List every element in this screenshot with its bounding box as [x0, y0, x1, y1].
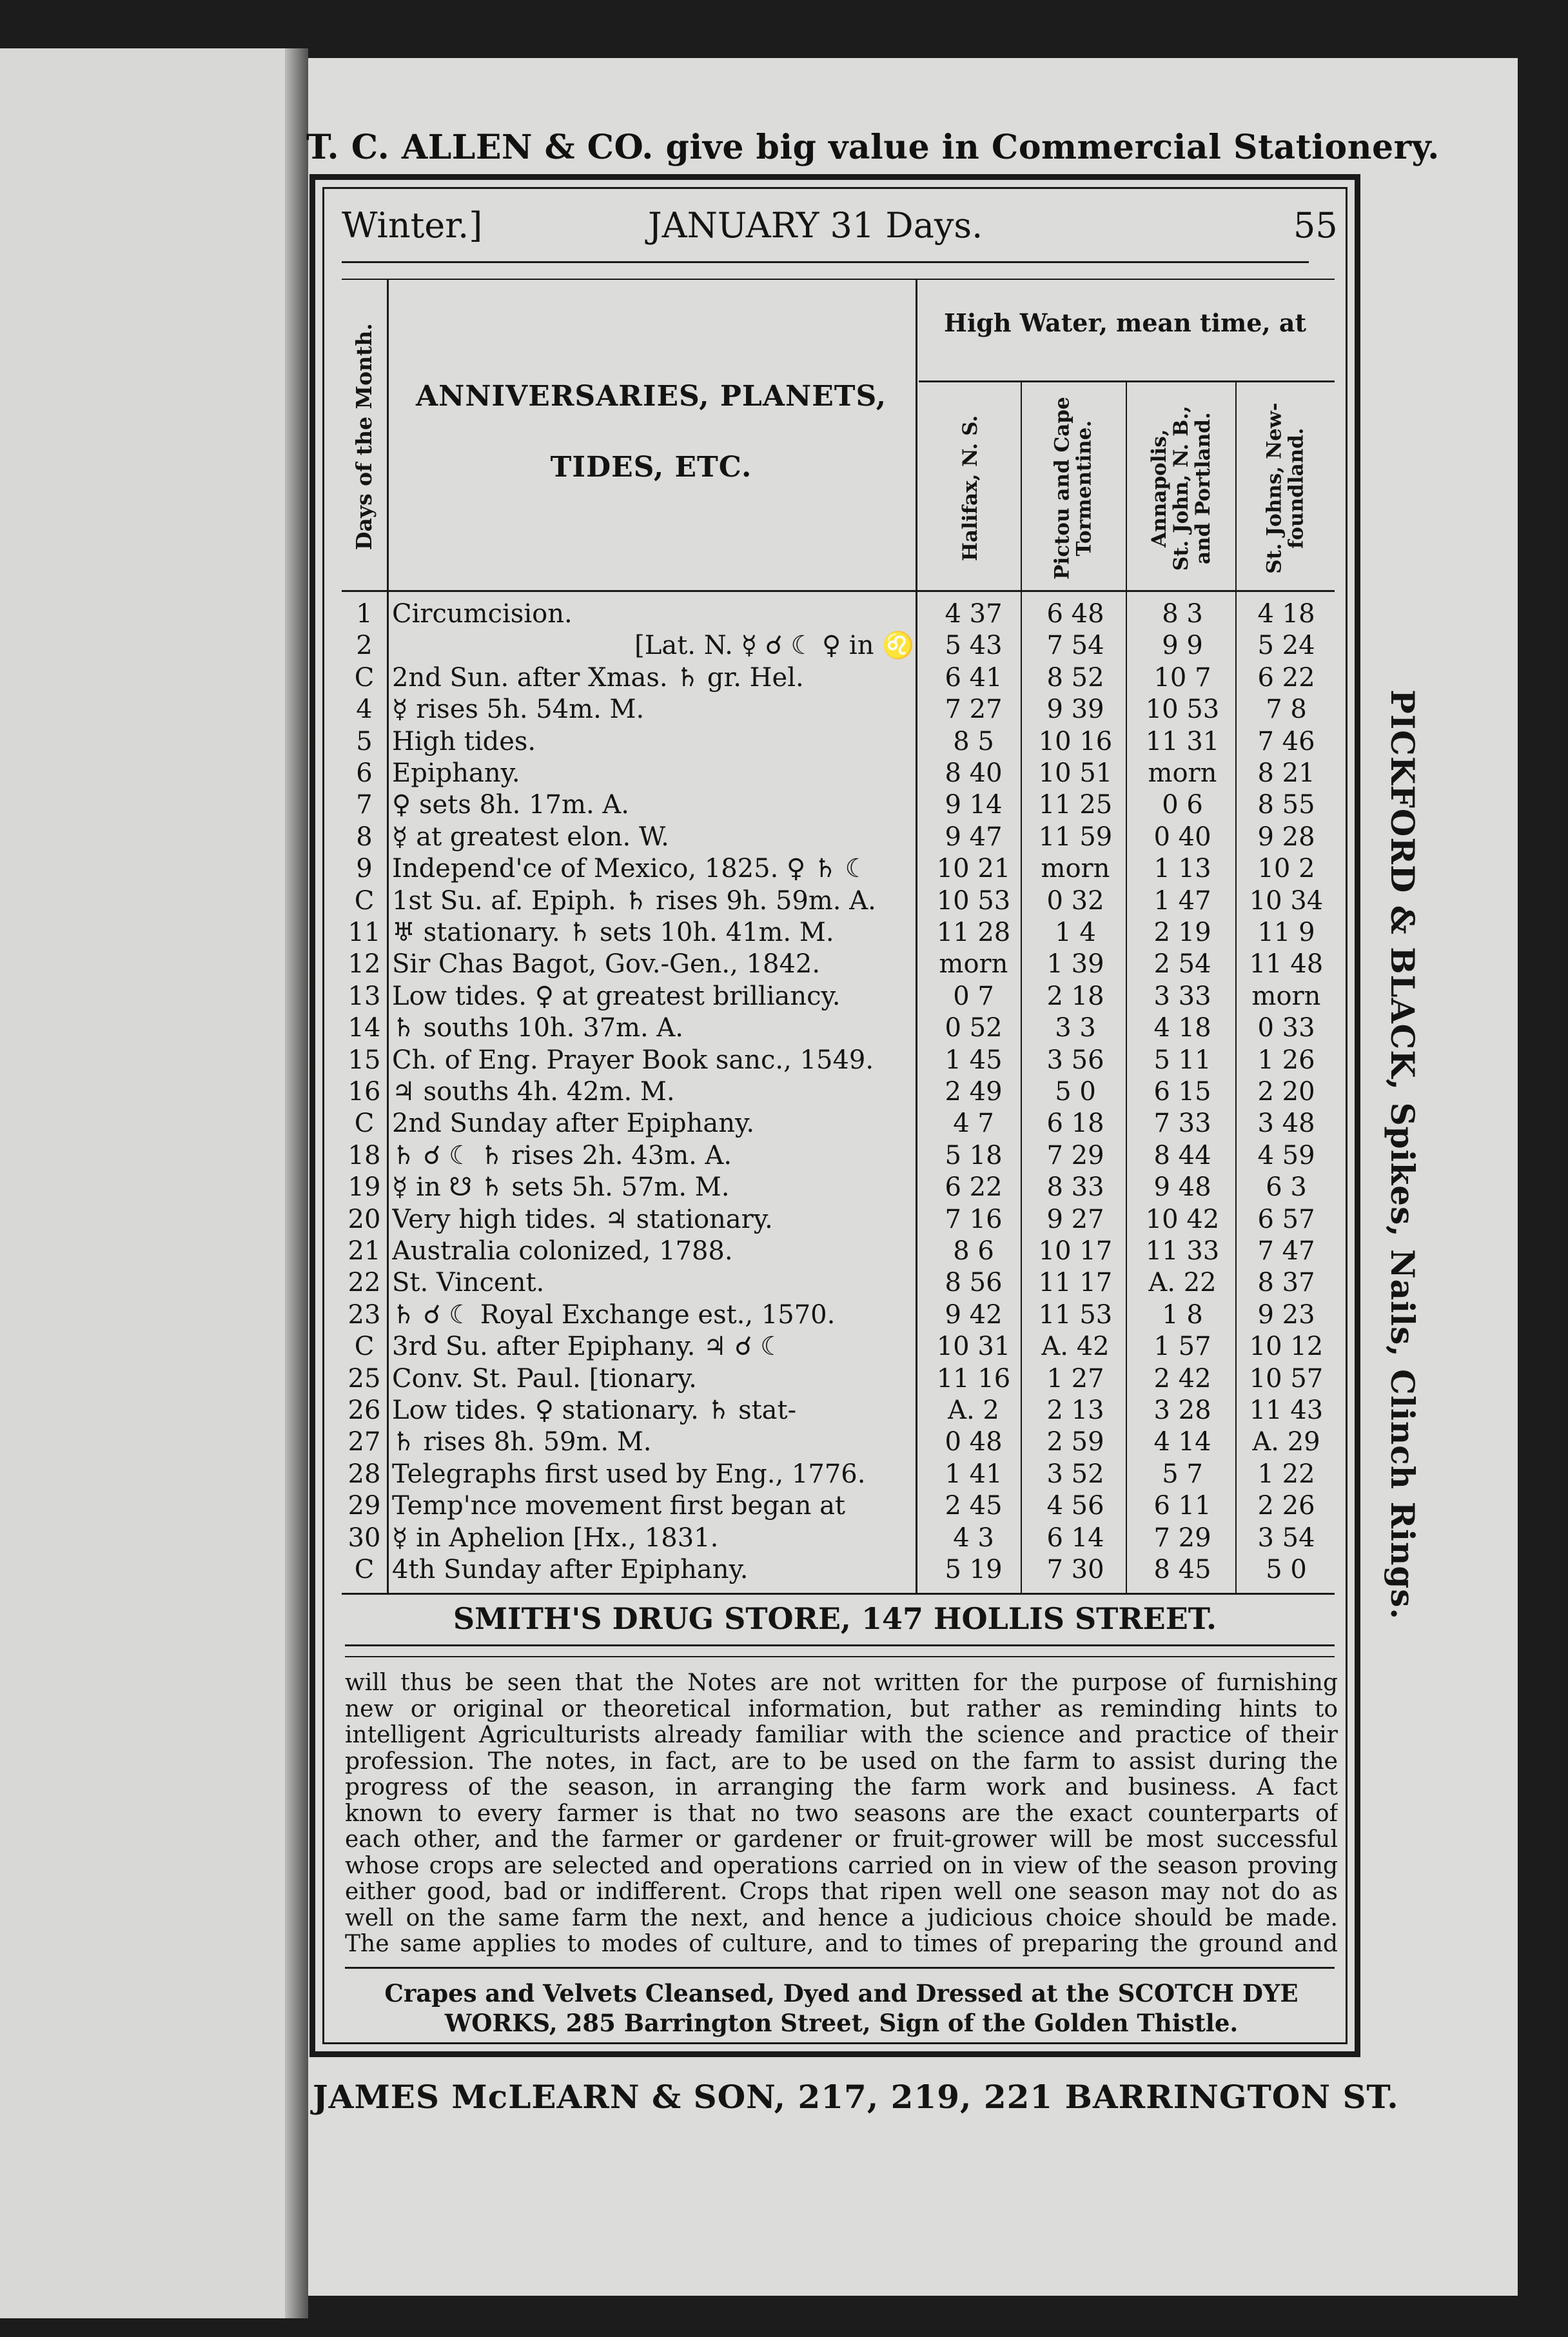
pictou-cell: 9 39: [1046, 695, 1104, 725]
st-johns-cell: 1 26: [1257, 1045, 1315, 1075]
st-johns-cell: 7 46: [1257, 726, 1315, 756]
note-line: well on the same farm the next, and hence a judicious choice should be made.: [345, 1905, 1338, 1931]
day-cell: 19: [348, 1172, 381, 1203]
pictou-column-header: [1022, 387, 1125, 590]
day-cell: 27: [348, 1427, 381, 1457]
halifax-cell: 1 45: [945, 1045, 1003, 1075]
dye-ad-line2: WORKS, 285 Barrington Street, Sign of the Golden Thistle.: [444, 2009, 1239, 2037]
event-cell: ♄ ☌ ☾ ♄ rises 2h. 43m. A.: [392, 1140, 732, 1170]
pictou-cell: morn: [1041, 854, 1110, 884]
st-johns-cell: 9 28: [1257, 822, 1315, 852]
st-johns-cell: 6 22: [1257, 662, 1315, 693]
halifax-cell: 0 52: [945, 1013, 1003, 1043]
table-row: [342, 1108, 1335, 1139]
st-johns-cell: 4 18: [1257, 599, 1315, 629]
event-cell: ♄ rises 8h. 59m. M.: [392, 1427, 652, 1457]
annapolis-cell: 8 3: [1162, 599, 1203, 629]
st-johns-cell: 5 0: [1266, 1555, 1307, 1584]
annapolis-column-header: [1127, 387, 1235, 590]
st-johns-cell: 2 26: [1257, 1491, 1315, 1521]
day-cell: 16: [348, 1077, 381, 1107]
annapolis-cell: 1 47: [1153, 885, 1211, 916]
pictou-cell: 2 13: [1046, 1395, 1104, 1425]
halifax-cell: 7 16: [945, 1204, 1003, 1234]
st-johns-cell: 11 43: [1249, 1395, 1324, 1425]
annapolis-cell: 9 9: [1162, 631, 1203, 661]
st-johns-cell: 7 8: [1266, 695, 1307, 725]
pictou-label-line1: Pictou and Cape: [1050, 397, 1074, 580]
table-row: [342, 694, 1335, 725]
table-row: [342, 726, 1335, 758]
pictou-cell: 3 56: [1046, 1045, 1104, 1075]
annapolis-cell: 8 44: [1153, 1140, 1211, 1170]
halifax-cell: 4 3: [953, 1523, 994, 1553]
day-cell: 29: [348, 1491, 381, 1521]
annapolis-label: [1148, 406, 1214, 571]
pictou-cell: 9 27: [1046, 1204, 1104, 1234]
note-line: known to every farmer is that no two seasons are the exact counterparts of: [345, 1800, 1338, 1827]
days-column-label: Days of the Month.: [351, 323, 377, 551]
column-head-rule: [342, 590, 1335, 592]
st-johns-cell: 5 24: [1257, 631, 1315, 661]
halifax-column-header: [922, 387, 1019, 590]
annapolis-cell: 10 53: [1145, 695, 1220, 725]
pictou-cell: 4 56: [1046, 1491, 1104, 1521]
note-line: either good, bad or indifferent. Crops that ripen well one season may not do as: [345, 1879, 1338, 1905]
st-johns-label-line1: St. Johns, New-: [1262, 402, 1286, 575]
table-row: [342, 1299, 1335, 1331]
halifax-cell: morn: [939, 949, 1008, 980]
halifax-cell: 9 42: [945, 1299, 1003, 1330]
table-row: [342, 1490, 1335, 1522]
ad-bottom-rule-1: [345, 1644, 1335, 1646]
pictou-cell: 8 52: [1046, 662, 1104, 693]
footer-advertisement: JAMES McLEARN & SON, 217, 219, 221 BARRINGTON ST.: [313, 2078, 1399, 2116]
event-cell: ☿ rises 5h. 54m. M.: [392, 695, 645, 725]
annapolis-cell: 10 7: [1153, 662, 1211, 693]
pictou-cell: 11 17: [1038, 1268, 1113, 1298]
event-cell: Temp'nce movement first began at: [392, 1491, 846, 1521]
pictou-cell: 6 14: [1046, 1523, 1104, 1553]
annapolis-cell: 11 31: [1145, 726, 1220, 756]
pictou-cell: 10 16: [1038, 726, 1113, 756]
halifax-cell: 2 45: [945, 1491, 1003, 1521]
st-johns-label-line2: foundland.: [1285, 428, 1308, 549]
halifax-cell: 11 28: [936, 918, 1011, 947]
day-cell: 9: [356, 854, 373, 884]
table-row: [342, 822, 1335, 853]
halifax-cell: 6 41: [945, 662, 1003, 693]
day-cell: C: [354, 885, 375, 916]
day-cell: C: [354, 1332, 375, 1362]
annapolis-cell: 1 57: [1153, 1332, 1211, 1362]
annapolis-cell: morn: [1148, 758, 1217, 788]
st-johns-cell: 3 48: [1257, 1109, 1315, 1139]
st-johns-cell: 4 59: [1257, 1140, 1315, 1170]
halifax-cell: 8 40: [945, 758, 1003, 788]
annapolis-cell: 4 18: [1153, 1013, 1211, 1043]
note-line: intelligent Agriculturists already familiar with the science and practice of their: [345, 1722, 1338, 1748]
st-johns-cell: 0 33: [1257, 1013, 1315, 1043]
halifax-cell: 8 6: [953, 1236, 994, 1266]
side-advertisement: [1377, 671, 1428, 1638]
season-label: Winter.]: [342, 205, 483, 246]
day-cell: 1: [356, 599, 373, 629]
pictou-cell: 7 29: [1046, 1140, 1104, 1170]
halifax-cell: 2 49: [945, 1077, 1003, 1107]
st-johns-cell: 10 2: [1257, 854, 1315, 884]
day-cell: 15: [348, 1045, 381, 1075]
event-cell: 3rd Su. after Epiphany. ♃ ☌ ☾: [392, 1332, 784, 1362]
dye-ad-line1: Crapes and Velvets Cleansed, Dyed and Dressed at the SCOTCH DYE: [384, 1979, 1298, 2007]
halifax-cell: 6 22: [945, 1172, 1003, 1203]
st-johns-cell: 8 55: [1257, 790, 1315, 820]
annapolis-label-line2: St. John, N. B.,: [1169, 406, 1193, 571]
event-cell: 1st Su. af. Epiph. ♄ rises 9h. 59m. A.: [392, 885, 876, 916]
table-row: [342, 1236, 1335, 1267]
notes-paragraph: [345, 1670, 1338, 1958]
annapolis-cell: 2 19: [1153, 918, 1211, 947]
table-row: [342, 949, 1335, 980]
halifax-label: Halifax, N. S.: [958, 415, 982, 562]
month-title: JANUARY 31 Days.: [648, 205, 983, 246]
table-row: [342, 981, 1335, 1012]
pictou-label: [1052, 397, 1095, 580]
table-row: [342, 789, 1335, 821]
day-cell: 22: [348, 1268, 381, 1298]
pictou-cell: 1 27: [1046, 1363, 1104, 1394]
halifax-cell: 0 7: [953, 981, 994, 1011]
st-johns-cell: 11 9: [1257, 918, 1315, 947]
pictou-cell: 7 54: [1046, 631, 1104, 661]
halifax-cell: A. 2: [948, 1395, 999, 1425]
pictou-cell: 6 18: [1046, 1109, 1104, 1139]
event-cell: ☿ in Aphelion [Hx., 1831.: [392, 1523, 719, 1553]
event-cell: ♀ sets 8h. 17m. A.: [392, 790, 629, 820]
st-johns-cell: 8 37: [1257, 1268, 1315, 1298]
annapolis-cell: 3 28: [1153, 1395, 1211, 1425]
note-bottom-rule: [345, 1967, 1335, 1969]
day-cell: 21: [348, 1236, 381, 1266]
pictou-cell: 11 53: [1038, 1299, 1113, 1330]
annapolis-cell: A. 22: [1148, 1268, 1217, 1298]
st-johns-cell: 6 57: [1257, 1204, 1315, 1234]
table-row: [342, 1523, 1335, 1554]
note-line: The same applies to modes of culture, and to times of preparing the ground and: [345, 1931, 1338, 1957]
note-line: new or original or theoretical information, but rather as reminding hints to: [345, 1696, 1338, 1722]
halifax-cell: 8 56: [945, 1268, 1003, 1298]
event-cell: [Lat. N. ☿ ☌ ☾ ♀ in ♌: [634, 631, 914, 661]
event-cell: Telegraphs first used by Eng., 1776.: [392, 1459, 866, 1489]
annapolis-cell: 11 33: [1145, 1236, 1220, 1266]
note-line: whose crops are selected and operations carried on in view of the season proving: [345, 1853, 1338, 1879]
side-advertisement-text: PICKFORD & BLACK, Spikes, Nails, Clinch Rings.: [1383, 689, 1422, 1620]
st-johns-cell: 3 54: [1257, 1523, 1315, 1553]
event-cell: 4th Sunday after Epiphany.: [392, 1555, 749, 1584]
pictou-cell: 1 4: [1055, 918, 1096, 947]
note-line: progress of the season, in arranging the farm work and business. A fact: [345, 1775, 1338, 1800]
day-cell: C: [354, 662, 375, 693]
day-cell: 6: [356, 758, 373, 788]
day-cell: C: [354, 1555, 375, 1584]
annapolis-cell: 1 13: [1153, 854, 1211, 884]
pictou-cell: 3 52: [1046, 1459, 1104, 1489]
table-row: [342, 885, 1335, 917]
halifax-cell: 8 5: [953, 726, 994, 756]
day-cell: 8: [356, 822, 373, 852]
table-row: [342, 1331, 1335, 1363]
table-row: [342, 1172, 1335, 1203]
day-cell: 7: [356, 790, 373, 820]
st-johns-cell: 9 23: [1257, 1299, 1315, 1330]
high-water-header: High Water, mean time, at: [943, 308, 1307, 337]
table-row: [342, 1012, 1335, 1044]
day-cell: 14: [348, 1013, 381, 1043]
halifax-cell: 1 41: [945, 1459, 1003, 1489]
annapolis-cell: 6 11: [1153, 1491, 1211, 1521]
st-johns-cell: 6 3: [1266, 1172, 1307, 1203]
halifax-cell: 7 27: [945, 695, 1003, 725]
event-cell: Ch. of Eng. Prayer Book sanc., 1549.: [392, 1045, 874, 1075]
table-top-rule: [342, 279, 1335, 280]
st-johns-cell: 10 12: [1249, 1332, 1324, 1362]
annapolis-cell: 0 40: [1153, 822, 1211, 852]
day-cell: 4: [356, 695, 373, 725]
table-bottom-rule: [342, 1593, 1335, 1595]
annapolis-cell: 9 48: [1153, 1172, 1211, 1203]
event-cell: ♄ ☌ ☾ Royal Exchange est., 1570.: [392, 1299, 836, 1330]
pictou-cell: A. 42: [1041, 1332, 1110, 1362]
header-rule: [342, 261, 1309, 263]
table-row: [342, 1459, 1335, 1490]
st-johns-cell: morn: [1251, 981, 1321, 1011]
day-cell: 13: [348, 981, 381, 1011]
event-cell: ♄ souths 10h. 37m. A.: [392, 1013, 683, 1043]
annapolis-cell: 8 45: [1153, 1555, 1211, 1584]
day-cell: 25: [348, 1363, 381, 1394]
st-johns-cell: 1 22: [1257, 1459, 1315, 1489]
halifax-cell: 4 37: [945, 599, 1003, 629]
pictou-cell: 2 18: [1046, 981, 1104, 1011]
day-cell: 12: [348, 949, 381, 980]
table-row: [342, 1395, 1335, 1426]
annapolis-cell: 10 42: [1145, 1204, 1220, 1234]
table-row: [342, 1076, 1335, 1108]
annapolis-cell: 5 11: [1153, 1045, 1211, 1075]
halifax-cell: 5 43: [945, 631, 1003, 661]
table-row: [342, 630, 1335, 662]
halifax-cell: 5 19: [945, 1555, 1003, 1584]
table-row: [342, 917, 1335, 949]
pictou-label-line2: Tormentine.: [1073, 420, 1097, 557]
table-row: [342, 1204, 1335, 1236]
annapolis-cell: 2 54: [1153, 949, 1211, 980]
table-row: [342, 1426, 1335, 1458]
event-cell: ♅ stationary. ♄ sets 10h. 41m. M.: [392, 918, 834, 947]
event-cell: St. Vincent.: [392, 1268, 545, 1298]
halifax-cell: 9 47: [945, 822, 1003, 852]
event-cell: High tides.: [392, 726, 536, 756]
day-cell: C: [354, 1109, 375, 1139]
table-row: [342, 1554, 1335, 1586]
annapolis-cell: 5 7: [1162, 1459, 1203, 1489]
anniversaries-header-line2: TIDES, ETC.: [550, 451, 752, 484]
event-cell: Very high tides. ♃ stationary.: [392, 1204, 773, 1234]
day-cell: 18: [348, 1140, 381, 1170]
page-number: 55: [1293, 205, 1338, 246]
halifax-cell: 10 21: [936, 854, 1011, 884]
table-row: [342, 1363, 1335, 1395]
annapolis-cell: 3 33: [1153, 981, 1211, 1011]
anniversaries-header-line1: ANNIVERSARIES, PLANETS,: [415, 380, 887, 413]
annapolis-cell: 6 15: [1153, 1077, 1211, 1107]
event-cell: ♃ souths 4h. 42m. M.: [392, 1077, 675, 1107]
pictou-cell: 10 51: [1038, 758, 1113, 788]
ad-bottom-rule-2: [345, 1656, 1335, 1657]
pictou-cell: 5 0: [1055, 1077, 1096, 1107]
top-advertisement: T. C. ALLEN & CO. give big value in Commercial Stationery.: [306, 128, 1440, 167]
facing-blank-page: [0, 48, 285, 2318]
table-row: [342, 662, 1335, 694]
st-johns-cell: 10 34: [1249, 885, 1324, 916]
days-column-header: [342, 284, 387, 590]
note-line: each other, and the farmer or gardener or fruit-grower will be most successful: [345, 1827, 1338, 1853]
drug-store-advertisement: SMITH'S DRUG STORE, 147 HOLLIS STREET.: [453, 1601, 1217, 1636]
st-johns-cell: 11 48: [1249, 949, 1324, 980]
event-cell: Epiphany.: [392, 758, 520, 788]
pictou-cell: 11 25: [1038, 790, 1113, 820]
st-johns-cell: A. 29: [1252, 1427, 1320, 1457]
event-cell: Circumcision.: [392, 599, 573, 629]
event-cell: Low tides. ♀ stationary. ♄ stat-: [392, 1395, 797, 1425]
table-row: [342, 598, 1335, 630]
table-row: [342, 1267, 1335, 1299]
pictou-cell: 11 59: [1038, 822, 1113, 852]
day-cell: 28: [348, 1459, 381, 1489]
pictou-cell: 0 32: [1046, 885, 1104, 916]
table-row: [342, 758, 1335, 789]
dye-works-advertisement: [345, 1978, 1338, 2038]
pictou-cell: 2 59: [1046, 1427, 1104, 1457]
halifax-cell: 9 14: [945, 790, 1003, 820]
event-cell: 2nd Sun. after Xmas. ♄ gr. Hel.: [392, 662, 804, 693]
table-row: [342, 1045, 1335, 1076]
st-johns-cell: 7 47: [1257, 1236, 1315, 1266]
day-cell: 11: [348, 918, 381, 947]
table-row: [342, 853, 1335, 885]
st-johns-label: [1264, 403, 1308, 574]
day-cell: 2: [356, 631, 373, 661]
st-johns-column-header: [1237, 387, 1335, 590]
st-johns-cell: 2 20: [1257, 1077, 1315, 1107]
day-cell: 30: [348, 1523, 381, 1553]
event-cell: ☿ at greatest elon. W.: [392, 822, 669, 852]
annapolis-cell: 4 14: [1153, 1427, 1211, 1457]
halifax-cell: 5 18: [945, 1140, 1003, 1170]
halifax-cell: 10 31: [936, 1332, 1011, 1362]
event-cell: Australia colonized, 1788.: [392, 1236, 733, 1266]
event-cell: Conv. St. Paul. [tionary.: [392, 1363, 697, 1394]
day-cell: 20: [348, 1204, 381, 1234]
event-cell: ☿ in ☋ ♄ sets 5h. 57m. M.: [392, 1172, 730, 1203]
annapolis-label-line3: and Portland.: [1191, 412, 1215, 565]
pictou-cell: 1 39: [1046, 949, 1104, 980]
halifax-cell: 11 16: [936, 1363, 1011, 1394]
pictou-cell: 8 33: [1046, 1172, 1104, 1203]
annapolis-cell: 2 42: [1153, 1363, 1211, 1394]
annapolis-cell: 0 6: [1162, 790, 1203, 820]
st-johns-cell: 8 21: [1257, 758, 1315, 788]
day-cell: 26: [348, 1395, 381, 1425]
anniversaries-column-header: [387, 361, 916, 503]
pictou-cell: 6 48: [1046, 599, 1104, 629]
note-line: will thus be seen that the Notes are not written for the purpose of furnishing: [345, 1670, 1338, 1696]
halifax-cell: 10 53: [936, 885, 1011, 916]
table-row: [342, 1140, 1335, 1172]
annapolis-cell: 7 29: [1153, 1523, 1211, 1553]
day-cell: 5: [356, 726, 373, 756]
halifax-cell: 0 48: [945, 1427, 1003, 1457]
annapolis-cell: 7 33: [1153, 1109, 1211, 1139]
pictou-cell: 3 3: [1055, 1013, 1096, 1043]
annapolis-cell: 1 8: [1162, 1299, 1203, 1330]
event-cell: Independ'ce of Mexico, 1825. ♀ ♄ ☾: [392, 854, 868, 884]
event-cell: Low tides. ♀ at greatest brilliancy.: [392, 981, 841, 1011]
halifax-cell: 4 7: [953, 1109, 994, 1139]
st-johns-cell: 10 57: [1249, 1363, 1324, 1394]
event-cell: 2nd Sunday after Epiphany.: [392, 1109, 755, 1139]
annapolis-label-line1: Annapolis,: [1147, 429, 1171, 548]
page-gutter: [285, 48, 308, 2318]
day-cell: 23: [348, 1299, 381, 1330]
event-cell: Sir Chas Bagot, Gov.-Gen., 1842.: [392, 949, 821, 980]
note-line: profession. The notes, in fact, are to be used on the farm to assist during the: [345, 1748, 1338, 1775]
pictou-cell: 10 17: [1038, 1236, 1113, 1266]
pictou-cell: 7 30: [1046, 1555, 1104, 1584]
